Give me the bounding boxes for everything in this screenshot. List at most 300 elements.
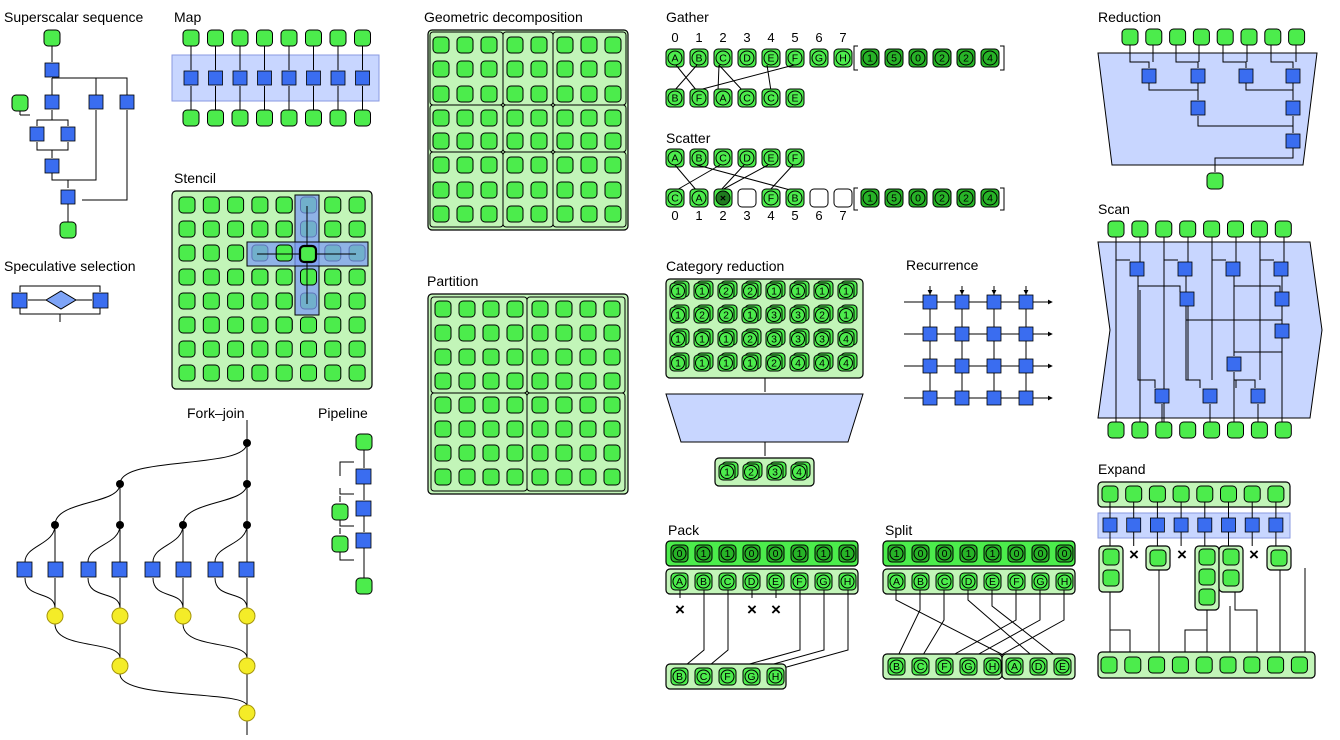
pack-discard-mark: × (747, 600, 757, 619)
partition-cell (483, 325, 499, 341)
geo-cell (581, 110, 597, 126)
stencil-cell (252, 197, 268, 213)
stencil-cell (179, 341, 195, 357)
split-result-label: D (1034, 661, 1043, 673)
svg-text:×: × (1129, 545, 1139, 564)
partition-cell (507, 397, 523, 413)
geo-cell (531, 133, 547, 149)
recurrence-task (923, 327, 937, 341)
split-source-label: E (988, 576, 997, 588)
geo-cell (581, 37, 597, 53)
split-source-label: G (1036, 576, 1045, 588)
stencil-cell (179, 197, 195, 213)
expand-input-cell (1173, 486, 1189, 502)
stencil-cell (228, 245, 244, 261)
stencil-cell (179, 317, 195, 333)
partition-cell (459, 421, 475, 437)
gather-index-array-label: 0 (915, 52, 921, 65)
map-input-cell (183, 30, 199, 46)
stencil-cell (203, 293, 219, 309)
map-task (331, 71, 345, 85)
map-input-cell (257, 30, 273, 46)
partition-cell (532, 469, 548, 485)
scan-task (1130, 262, 1144, 276)
gather-source-label: H (839, 52, 847, 65)
category-label: 1 (819, 285, 825, 298)
partition-cell (435, 421, 451, 437)
geo-cell (581, 182, 597, 198)
category-label: 1 (699, 333, 705, 346)
geo-cell (433, 61, 449, 77)
stencil-neighbor-cell (276, 221, 292, 237)
reduction-diagram (1098, 29, 1317, 189)
partition-cell (483, 301, 499, 317)
geometric-decomposition-diagram (428, 30, 628, 230)
pack-source-label: B (699, 576, 708, 588)
geo-cell (581, 61, 597, 77)
category-label: 4 (819, 357, 825, 370)
title-scan: Scan (1098, 201, 1130, 217)
stencil-cell (301, 317, 317, 333)
stencil-cell (228, 221, 244, 237)
pack-discard-mark: × (771, 600, 781, 619)
stencil-cell (228, 365, 244, 381)
geo-cell (507, 37, 523, 53)
stencil-cell (228, 197, 244, 213)
superscalar-diagram (12, 30, 134, 238)
map-output-cell (183, 110, 199, 126)
stencil-cell (349, 341, 365, 357)
partition-cell (532, 373, 548, 389)
partition-cell (435, 301, 451, 317)
stencil-neighbor-cell (276, 245, 292, 261)
pack-flag-label: 0 (676, 548, 683, 560)
scan-diagram (1098, 221, 1322, 438)
gather-source-label: G (814, 52, 824, 65)
category-label: 1 (843, 285, 849, 298)
pack-discard-mark: × (675, 600, 685, 619)
partition-cell (435, 325, 451, 341)
expand-input-cell (1244, 486, 1260, 502)
geo-cell (457, 133, 473, 149)
category-label: 2 (771, 357, 777, 370)
partition-cell (483, 421, 499, 437)
reduction-input-cell (1241, 29, 1257, 45)
partition-cell (556, 325, 572, 341)
geo-cell (531, 86, 547, 102)
pack-result-label: H (771, 671, 780, 683)
category-label: 1 (699, 357, 705, 370)
recurrence-task (955, 391, 969, 405)
scan-input-cell (1251, 221, 1267, 237)
recurrence-task (955, 359, 969, 373)
geo-cell (481, 86, 497, 102)
pack-result-label: C (699, 671, 708, 683)
partition-cell (459, 373, 475, 389)
geo-cell (605, 182, 621, 198)
category-label: 3 (795, 309, 801, 322)
split-flag-label: 1 (965, 548, 972, 560)
stencil-neighbor-cell (276, 293, 292, 309)
scatter-index-label: 7 (839, 208, 847, 223)
category-result-label: 1 (724, 466, 730, 479)
gather-result-label: C (767, 92, 775, 105)
partition-cell (580, 421, 596, 437)
category-label: 1 (771, 285, 777, 298)
scan-output-cell (1156, 422, 1172, 438)
reduction-input-cell (1193, 29, 1209, 45)
partition-cell (483, 469, 499, 485)
geo-cell (433, 37, 449, 53)
category-reduction-diagram (666, 279, 863, 486)
geo-cell (605, 206, 621, 222)
category-label: 4 (843, 333, 849, 346)
geo-cell (531, 182, 547, 198)
svg-text:×: × (1249, 545, 1259, 564)
partition-cell (435, 469, 451, 485)
partition-cell (604, 301, 620, 317)
expand-input-cell (1102, 486, 1118, 502)
partition-cell (507, 301, 523, 317)
geo-cell (581, 157, 597, 173)
geo-cell (557, 182, 573, 198)
partition-cell (604, 469, 620, 485)
scatter-source-label: D (743, 152, 751, 165)
title-geometric-decomposition: Geometric decomposition (424, 9, 583, 25)
stencil-cell (301, 341, 317, 357)
scatter-index-array-label: 2 (939, 192, 945, 205)
geo-cell (457, 182, 473, 198)
geo-cell (507, 61, 523, 77)
category-label: 4 (843, 357, 849, 370)
expand-input-cell (1221, 486, 1237, 502)
title-fork-join: Fork–join (187, 405, 245, 421)
gather-result-label: C (743, 92, 751, 105)
partition-cell (556, 445, 572, 461)
map-task (356, 71, 370, 85)
scatter-index-array-label: 1 (867, 192, 873, 205)
expand-task (1174, 518, 1188, 532)
partition-cell (604, 445, 620, 461)
expand-output-cell (1244, 657, 1260, 673)
recurrence-task (923, 359, 937, 373)
split-source-label: D (964, 576, 973, 588)
scan-output-cell (1251, 422, 1267, 438)
map-output-cell (257, 110, 273, 126)
pack-flag-label: 0 (748, 548, 755, 560)
partition-diagram (428, 294, 628, 494)
map-input-cell (330, 30, 346, 46)
geo-cell (605, 157, 621, 173)
scan-task (1275, 324, 1289, 338)
split-result-label: B (892, 661, 901, 673)
geo-cell (457, 86, 473, 102)
partition-cell (556, 349, 572, 365)
stencil-cell (203, 197, 219, 213)
scan-task (1274, 262, 1288, 276)
fork-join-diagram (17, 420, 255, 735)
partition-cell (556, 301, 572, 317)
category-result-label: 4 (796, 466, 802, 479)
reduction-input-cell (1170, 29, 1186, 45)
gather-index-array-label: 4 (987, 52, 993, 65)
expand-output-cell (1196, 657, 1212, 673)
category-result-label: 3 (772, 466, 778, 479)
category-label: 3 (819, 333, 825, 346)
expand-output-cell (1268, 657, 1284, 673)
partition-cell (604, 349, 620, 365)
expand-output-cell (1172, 657, 1188, 673)
stencil-cell (349, 197, 365, 213)
expand-task (1245, 518, 1259, 532)
category-label: 2 (699, 309, 705, 322)
partition-cell (459, 349, 475, 365)
geo-cell (507, 86, 523, 102)
partition-cell (532, 445, 548, 461)
scatter-index-array-label: 4 (987, 192, 993, 205)
stencil-neighbor-cell (228, 269, 244, 285)
scan-input-cell (1180, 221, 1196, 237)
expand-task (1198, 518, 1212, 532)
split-result-label: G (964, 661, 973, 673)
partition-cell (507, 421, 523, 437)
geo-cell (433, 133, 449, 149)
pack-flag-label: 1 (700, 548, 707, 560)
pack-diagram (666, 541, 858, 689)
recurrence-task (987, 359, 1001, 373)
geo-cell (581, 133, 597, 149)
partition-cell (532, 421, 548, 437)
expand-task (1150, 518, 1164, 532)
reduction-input-cell (1146, 29, 1162, 45)
scatter-index-label: 0 (671, 208, 679, 223)
gather-index-label: 5 (791, 30, 799, 45)
map-input-cell (355, 30, 371, 46)
title-gather: Gather (666, 9, 709, 25)
scatter-result-label: B (791, 192, 799, 205)
title-map: Map (174, 9, 202, 25)
pack-flag-label: 0 (772, 548, 779, 560)
recurrence-diagram (904, 286, 1052, 405)
map-output-cell (330, 110, 346, 126)
geo-cell (605, 37, 621, 53)
partition-cell (507, 469, 523, 485)
pack-flag-label: 1 (796, 548, 803, 560)
geo-cell (507, 110, 523, 126)
stencil-cell (252, 341, 268, 357)
partition-cell (532, 325, 548, 341)
scatter-index-array-label: 0 (915, 192, 921, 205)
gather-index-array-label: 1 (867, 52, 873, 65)
title-speculative-selection: Speculative selection (4, 258, 136, 274)
expand-output-cell (1149, 657, 1165, 673)
geo-cell (481, 110, 497, 126)
stencil-cell (349, 269, 365, 285)
scatter-source-label: F (791, 152, 799, 165)
pack-source-label: D (747, 576, 756, 588)
scatter-index-label: 2 (719, 208, 727, 223)
gather-result-label: F (695, 92, 703, 105)
partition-cell (532, 397, 548, 413)
scan-input-cell (1108, 221, 1124, 237)
map-output-cell (208, 110, 224, 126)
category-label: 1 (723, 333, 729, 346)
stencil-cell (325, 317, 341, 333)
title-pack: Pack (668, 522, 700, 538)
stencil-cell (203, 221, 219, 237)
geo-cell (557, 206, 573, 222)
scan-task (1178, 262, 1192, 276)
title-superscalar-sequence: Superscalar sequence (4, 9, 144, 25)
geo-cell (557, 110, 573, 126)
geo-cell (557, 133, 573, 149)
geo-cell (433, 110, 449, 126)
category-label: 1 (723, 357, 729, 370)
stencil-cell (203, 245, 219, 261)
scan-input-cell (1275, 221, 1291, 237)
pack-flag-label: 1 (820, 548, 827, 560)
scan-task (1180, 292, 1194, 306)
scatter-index-label: 5 (791, 208, 799, 223)
scatter-source-label: B (695, 152, 703, 165)
recurrence-task (987, 295, 1001, 309)
scan-input-cell (1132, 221, 1148, 237)
pack-source-label: C (723, 576, 732, 588)
partition-cell (604, 421, 620, 437)
geo-cell (457, 206, 473, 222)
stencil-cell (203, 317, 219, 333)
gather-source-label: D (743, 52, 751, 65)
split-flag-label: 1 (989, 548, 996, 560)
scatter-source-label: A (671, 152, 679, 165)
partition-cell (507, 349, 523, 365)
gather-source-label: A (671, 52, 679, 65)
pack-result-label: F (724, 671, 731, 683)
partition-cell (435, 349, 451, 365)
stencil-cell (252, 293, 268, 309)
stencil-neighbor-cell (325, 269, 341, 285)
geo-cell (507, 206, 523, 222)
stencil-cell (349, 317, 365, 333)
recurrence-task (987, 327, 1001, 341)
pack-flag-label: 1 (844, 548, 851, 560)
category-label: 1 (795, 285, 801, 298)
partition-cell (459, 301, 475, 317)
partition-cell (435, 445, 451, 461)
scatter-empty-cell (810, 189, 828, 207)
stencil-neighbor-cell (276, 317, 292, 333)
partition-cell (507, 445, 523, 461)
gather-source-label: E (767, 52, 775, 65)
category-label: 2 (747, 285, 753, 298)
category-label: 1 (843, 309, 849, 322)
stencil-cell (325, 365, 341, 381)
split-flag-label: 0 (941, 548, 948, 560)
gather-result-label: B (671, 92, 679, 105)
geo-cell (481, 37, 497, 53)
reduction-input-cell (1265, 29, 1281, 45)
partition-cell (435, 397, 451, 413)
scatter-result-label: A (695, 192, 703, 205)
scan-task (1227, 357, 1241, 371)
stencil-cell (203, 269, 219, 285)
map-output-cell (232, 110, 248, 126)
pipeline-diagram (332, 434, 372, 594)
geo-cell (507, 182, 523, 198)
geo-cell (557, 86, 573, 102)
title-expand: Expand (1098, 461, 1146, 477)
geo-cell (531, 206, 547, 222)
partition-cell (580, 373, 596, 389)
recurrence-task (955, 295, 969, 309)
geo-cell (457, 37, 473, 53)
expand-task (1127, 518, 1141, 532)
scan-task (1155, 389, 1169, 403)
geo-cell (557, 37, 573, 53)
category-label: 3 (771, 309, 777, 322)
stencil-neighbor-cell (301, 269, 317, 285)
map-input-cell (208, 30, 224, 46)
gather-index-label: 1 (695, 30, 703, 45)
partition-cell (507, 373, 523, 389)
title-stencil: Stencil (174, 170, 217, 186)
scan-task (1275, 292, 1289, 306)
partition-cell (459, 445, 475, 461)
geo-cell (481, 206, 497, 222)
stencil-cell (276, 341, 292, 357)
category-label: 1 (675, 357, 681, 370)
scatter-index-array-label: 5 (891, 192, 897, 205)
gather-result-label: E (791, 92, 799, 105)
map-output-cell (281, 110, 297, 126)
category-label: 3 (795, 333, 801, 346)
partition-cell (459, 325, 475, 341)
scan-task (1203, 389, 1217, 403)
reduction-input-cell (1122, 29, 1138, 45)
category-label: 3 (771, 333, 777, 346)
category-label: 2 (723, 285, 729, 298)
partition-cell (556, 397, 572, 413)
svg-text:×: × (1177, 545, 1187, 564)
category-label: 2 (747, 333, 753, 346)
title-scatter: Scatter (666, 130, 711, 146)
scatter-index-label: 6 (815, 208, 823, 223)
speculative-selection-diagram (12, 286, 108, 322)
expand-output-cell (1220, 657, 1236, 673)
map-diagram (172, 30, 379, 126)
partition-cell (556, 373, 572, 389)
stencil-cell (179, 269, 195, 285)
partition-cell (483, 397, 499, 413)
stencil-cell (252, 221, 268, 237)
partition-cell (459, 469, 475, 485)
geo-cell (433, 86, 449, 102)
split-result-label: A (1010, 661, 1019, 673)
pack-source-label: A (675, 576, 684, 588)
scan-output-cell (1108, 422, 1124, 438)
scan-task (1251, 389, 1265, 403)
stencil-cell (179, 245, 195, 261)
scatter-result-label: F (767, 192, 775, 205)
split-source-label: B (916, 576, 925, 588)
gather-source-label: B (695, 52, 703, 65)
reduction-input-cell (1289, 29, 1305, 45)
stencil-cell (325, 197, 341, 213)
gather-index-array-label: 2 (963, 52, 969, 65)
expand-input-cell (1149, 486, 1165, 502)
pack-source-label: E (771, 576, 780, 588)
pack-source-label: F (796, 576, 803, 588)
